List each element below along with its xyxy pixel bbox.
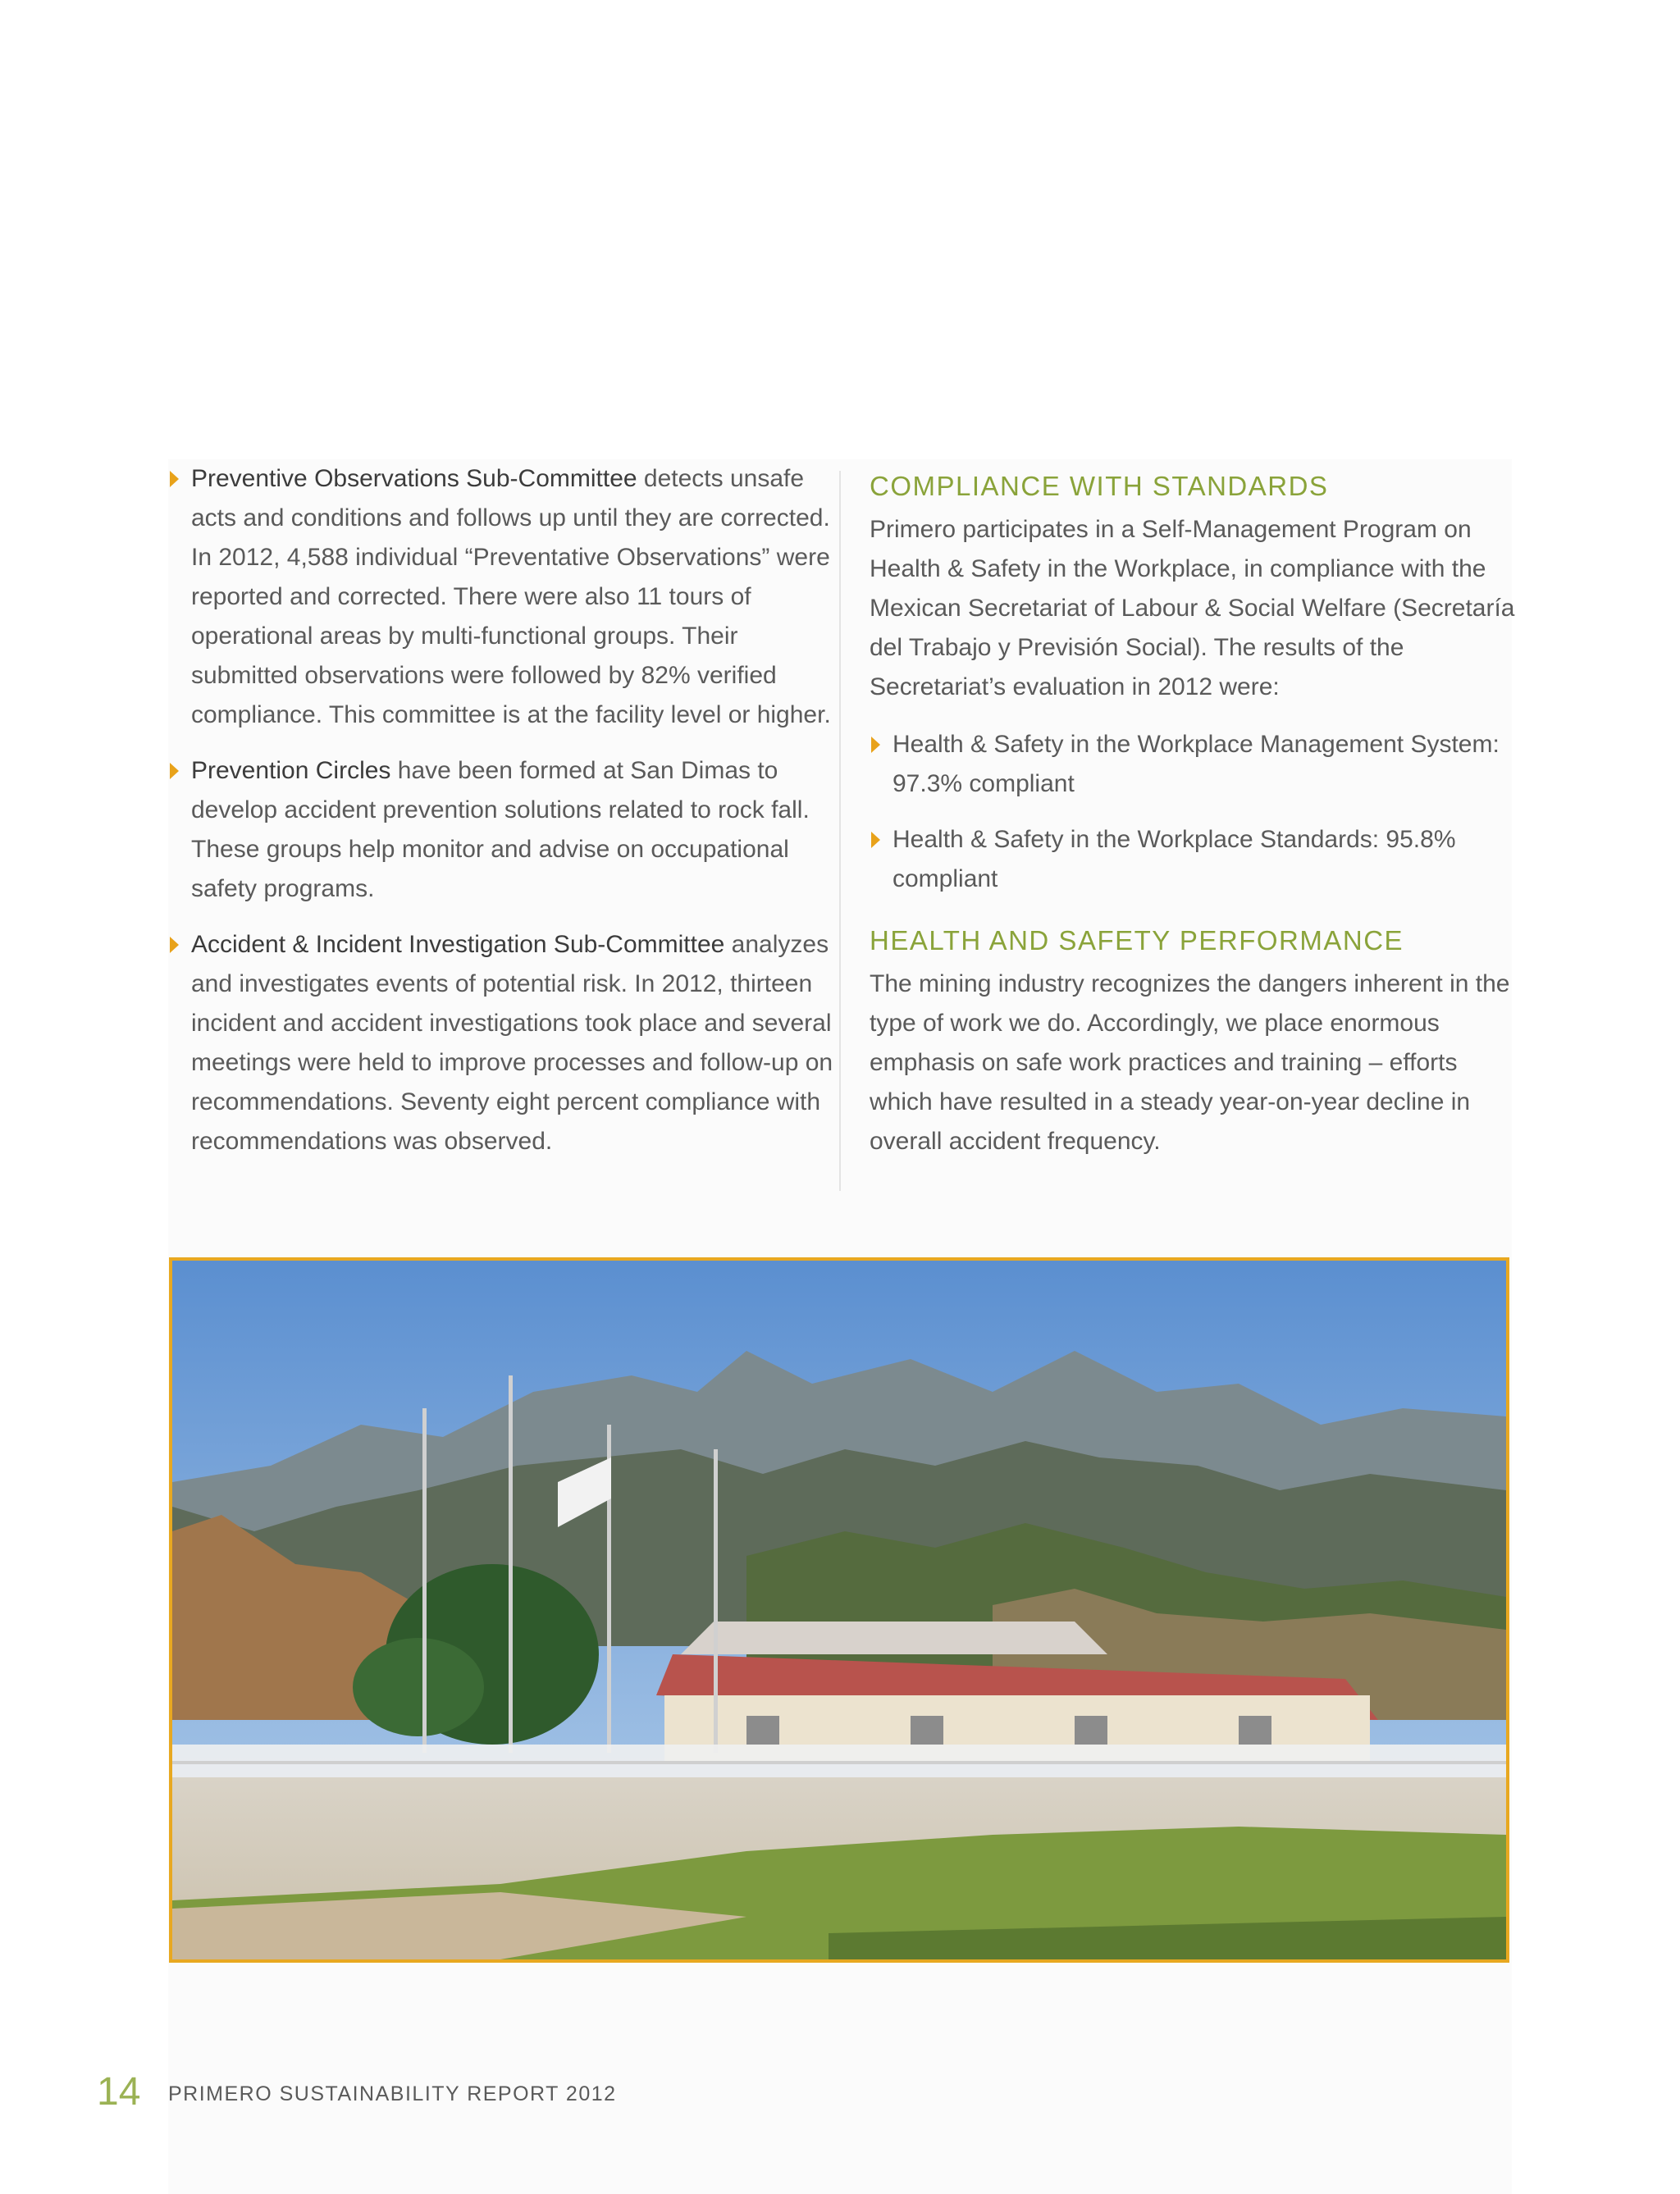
performance-paragraph: The mining industry recognizes the dangers inherent in the type of work we do. Accordingly, we place enormous emphasis on safe work practices and training – efforts which have resulted in a steady year-on-year decline in overall accident frequency. — [870, 970, 1510, 1155]
bullet-text: analyzes and investigates events of potential risk. In 2012, thirteen incident and accident investigations took place and several meetings were held to improve processes and follow-up on recommendations. Seventy eight percent compliance with recommendations was observed. — [191, 931, 833, 1155]
bullet-arrow-icon — [871, 737, 880, 753]
site-photo — [169, 1257, 1509, 1963]
bullet-arrow-icon — [170, 937, 179, 953]
bullet-arrow-icon — [871, 832, 880, 848]
bullet-lead: Prevention Circles — [191, 757, 391, 784]
compliance-paragraph: Primero participates in a Self-Management Program on Health & Safety in the Workplace, in compliance with the Mexican Secretariat of Labour & Social Welfare (Secretaría del Trabajo y Previsión Social). The results of the Secretariat’s evaluation in 2012 were: — [870, 516, 1515, 700]
result-item — [870, 725, 1518, 804]
bullet-item — [168, 925, 837, 1161]
result-text: Health & Safety in the Workplace Management System: 97.3% compliant — [892, 731, 1500, 797]
left-column — [168, 459, 837, 1178]
column-divider — [839, 471, 841, 1191]
bullet-lead: Accident & Incident Investigation Sub-Committee — [191, 931, 725, 958]
bullet-item — [168, 459, 837, 735]
site-photo-illustration — [172, 1261, 1506, 1959]
bullet-arrow-icon — [170, 471, 179, 487]
result-item — [870, 820, 1518, 899]
bullet-text: have been formed at San Dimas to develop accident prevention solutions related to rock fall. These groups help monitor and advise on occupational safety programs. — [191, 757, 810, 902]
page-number: 14 — [97, 2070, 141, 2114]
bullet-arrow-icon — [170, 763, 179, 779]
performance-heading: HEALTH AND SAFETY PERFORMANCE — [870, 925, 1404, 956]
result-text: Health & Safety in the Workplace Standards: 95.8% compliant — [892, 826, 1456, 892]
compliance-heading: COMPLIANCE WITH STANDARDS — [870, 471, 1329, 501]
bullet-item — [168, 751, 837, 909]
bullet-lead: Preventive Observations Sub-Committee — [191, 465, 637, 492]
right-column — [870, 459, 1518, 1179]
report-title: PRIMERO SUSTAINABILITY REPORT 2012 — [168, 2082, 617, 2105]
bullet-text: detects unsafe acts and conditions and follows up until they are corrected. In 2012, 4,588 individual “Preventative Observations” were reported and corrected. There were also 11 tours of operational areas by multi-functional groups. Their submitted observations were followed by 82% verified compliance. This committee is at the facility level or higher. — [191, 465, 831, 728]
